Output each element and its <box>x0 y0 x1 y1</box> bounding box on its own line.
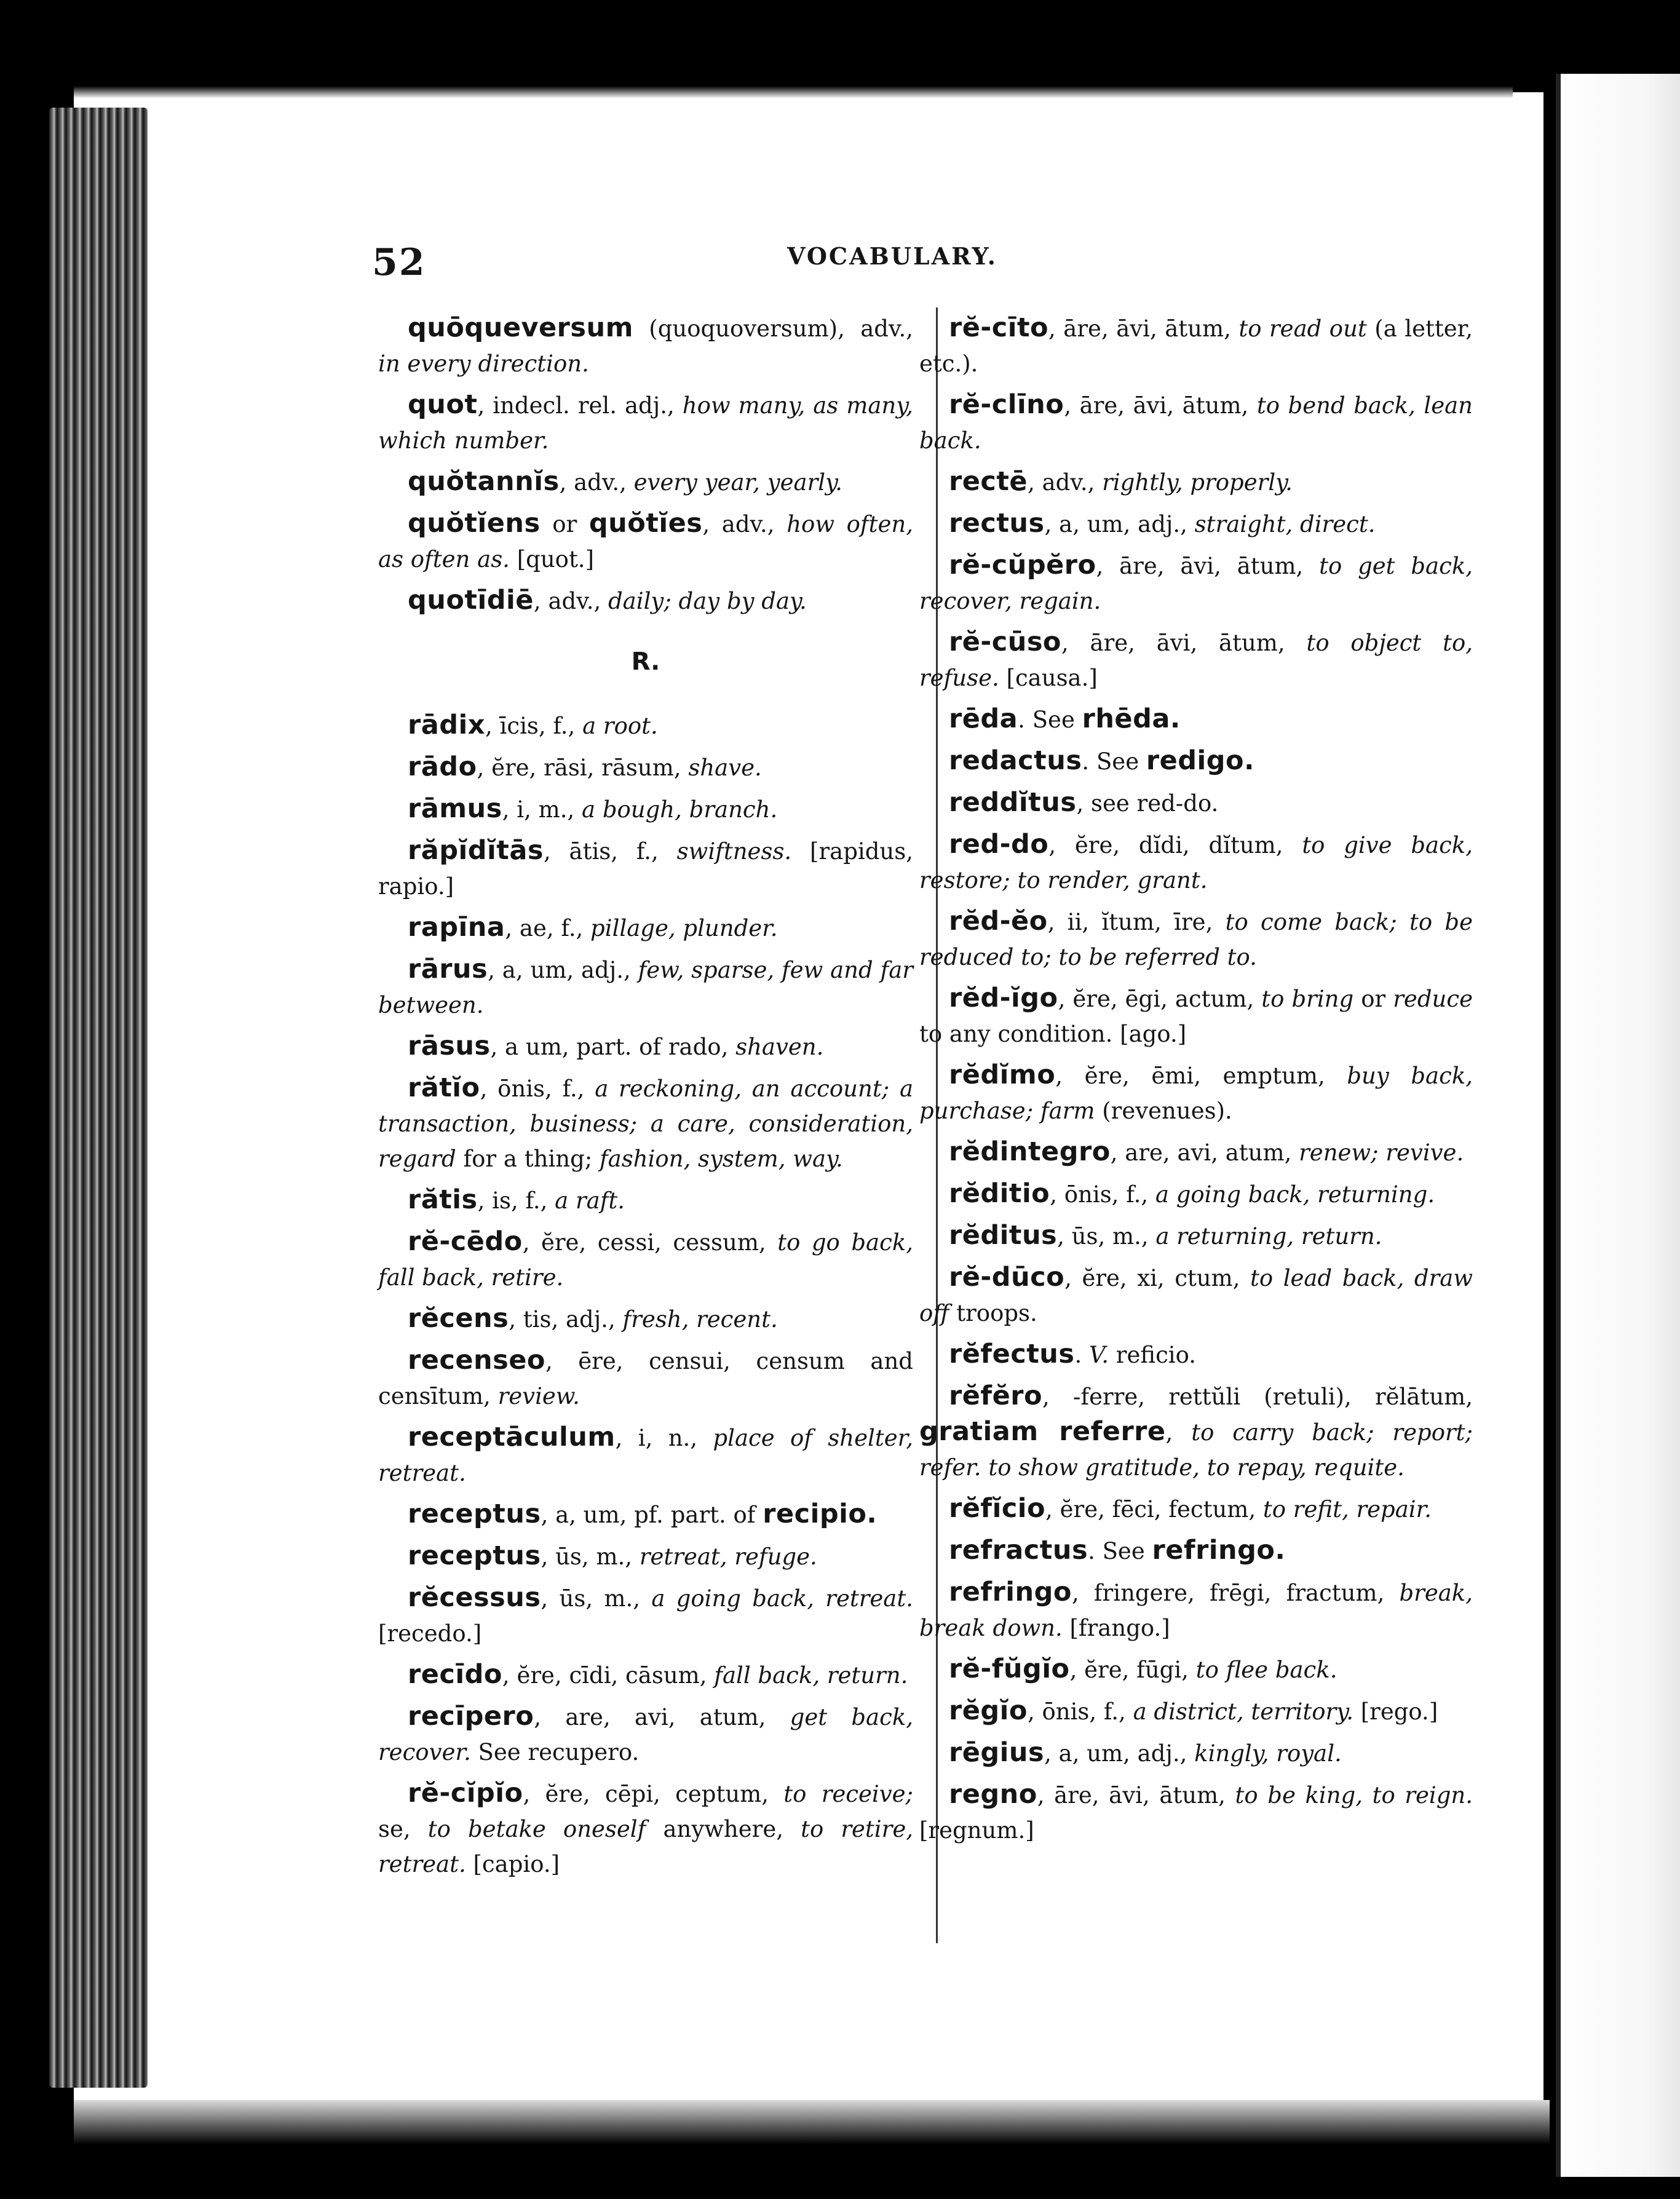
entry-headword: rĕ-cīto <box>949 312 1049 343</box>
page-number: 52 <box>372 241 426 284</box>
entry-note: reficio. <box>1109 1342 1197 1368</box>
entry-translation: place of shelter, retreat. <box>378 1425 913 1486</box>
entry-translation: a raft. <box>555 1187 625 1214</box>
entry-headword: rĕcens <box>408 1303 509 1334</box>
left-entries-top <box>378 311 913 619</box>
entry-grammar: , a um, part. of rado, <box>490 1034 736 1060</box>
dictionary-entry <box>919 387 1473 458</box>
dictionary-entry <box>919 464 1473 500</box>
entry-translation-secondary: reduce <box>1393 986 1473 1012</box>
entry-grammar: , ĕre, ēgi, actum, <box>1058 986 1262 1012</box>
entry-translation: every year, yearly. <box>633 469 842 496</box>
entry-note: or <box>1353 986 1393 1012</box>
dictionary-entry <box>378 1343 913 1414</box>
entry-grammar: , indecl. rel. adj., <box>477 392 683 419</box>
entry-headword: rĕ-cŭpĕro <box>949 550 1096 580</box>
entry-headword-secondary: gratiam referre <box>919 1416 1166 1447</box>
entry-headword: red-do <box>949 829 1049 860</box>
entry-translation: V. <box>1089 1342 1109 1368</box>
entry-grammar: , āre, āvi, ātum, <box>1061 630 1307 656</box>
entry-translation: daily; day by day. <box>608 588 807 614</box>
entry-translation: to refit, repair. <box>1262 1496 1432 1523</box>
entry-translation: to receive; <box>783 1781 913 1807</box>
dictionary-entry <box>378 952 913 1023</box>
entry-grammar: , ūs, m., <box>541 1585 652 1612</box>
dictionary-entry <box>919 1058 1473 1128</box>
entry-headword: recīdo <box>408 1659 502 1690</box>
entry-translation: review. <box>497 1383 580 1409</box>
scan-border-bottom <box>74 2100 1550 2199</box>
dictionary-entry <box>378 708 913 743</box>
entry-translation: rightly, properly. <box>1102 469 1293 496</box>
entry-grammar: , adv., <box>559 469 634 496</box>
entry-grammar: , tis, adj., <box>509 1306 623 1333</box>
scan-shadow-top <box>74 86 1513 98</box>
entry-grammar: , ĕre, xi, ctum, <box>1064 1265 1251 1291</box>
entry-translation: shaven. <box>735 1034 824 1060</box>
dictionary-entry <box>919 311 1473 381</box>
entry-grammar: , ōnis, f., <box>1050 1181 1155 1208</box>
entry-headword-secondary: rhēda. <box>1082 703 1181 734</box>
entry-note: See recupero. <box>470 1739 640 1765</box>
entry-translation: to bring <box>1261 986 1354 1012</box>
dictionary-entry <box>378 311 913 381</box>
entry-translation: break, break down. <box>919 1580 1473 1641</box>
dictionary-entry <box>378 1776 913 1882</box>
entry-translation: to be king, to reign. <box>1235 1782 1473 1809</box>
left-column <box>378 311 913 1888</box>
dictionary-entry <box>378 1420 913 1491</box>
entry-grammar: , ōnis, f., <box>480 1076 595 1102</box>
dictionary-entry <box>378 1071 913 1176</box>
entry-translation: renew; revive. <box>1299 1139 1464 1166</box>
left-entries-r <box>378 708 913 1882</box>
entry-headword: quotīdiē <box>408 585 534 616</box>
entry-translation: to get back, recover, regain. <box>919 553 1473 614</box>
entry-translation: to flee back. <box>1195 1657 1337 1683</box>
dictionary-entry <box>919 548 1473 619</box>
entry-grammar: , are, avi, atum, <box>1110 1139 1299 1166</box>
dictionary-entry <box>378 910 913 946</box>
entry-headword: recenseo <box>408 1345 545 1376</box>
entry-grammar: , -ferre, rettŭli (retuli), rĕlātum, <box>1042 1384 1473 1410</box>
entry-grammar-secondary: , <box>1165 1419 1192 1446</box>
entry-translation: fresh, recent. <box>622 1306 778 1333</box>
entry-translation-secondary: fashion, system, way. <box>599 1146 843 1172</box>
entry-grammar: , ĕre, fēci, fectum, <box>1045 1496 1263 1523</box>
entry-headword: rĕ-cūso <box>949 627 1061 657</box>
entry-translation: shave. <box>688 755 762 781</box>
dictionary-entry <box>919 1652 1473 1687</box>
entry-headword: rĕcessus <box>408 1582 541 1613</box>
entry-translation: a district, territory. <box>1133 1698 1353 1725</box>
entry-headword: quōqueversum <box>408 312 633 343</box>
entry-note-tertiary: [capio.] <box>466 1851 560 1877</box>
entry-grammar: . See <box>1018 707 1082 733</box>
dictionary-entry <box>378 506 913 577</box>
entry-grammar: (quoquoversum), adv., <box>633 315 913 342</box>
entry-grammar: , ōnis, f., <box>1027 1698 1133 1725</box>
entry-headword: rāmus <box>408 793 502 824</box>
entry-grammar: , ĕre, cīdi, cāsum, <box>502 1662 715 1689</box>
dictionary-entry <box>919 1735 1473 1771</box>
dictionary-entry <box>378 1183 913 1218</box>
entry-headword: rĕfĭcio <box>949 1493 1046 1524</box>
entry-translation: a going back, returning. <box>1155 1181 1435 1208</box>
entry-headword: rĕdintegro <box>949 1136 1111 1167</box>
entry-translation: straight, direct. <box>1194 511 1376 537</box>
entry-grammar: , ĕre, dĭdi, dĭtum, <box>1048 832 1302 858</box>
entry-note-secondary: to any condition. [ago.] <box>919 1021 1187 1047</box>
entry-note: troops. <box>949 1300 1037 1326</box>
dictionary-entry <box>378 1657 913 1693</box>
entry-translation: to give back, restore; to render, grant. <box>919 832 1473 893</box>
entry-headword: rādix <box>408 710 485 740</box>
dictionary-entry <box>919 827 1473 898</box>
entry-headword-secondary: quŏtĭes <box>588 508 703 539</box>
entry-translation: get back, recover. <box>378 1704 914 1765</box>
facing-page-edge <box>1556 74 1680 2177</box>
entry-headword: recīpero <box>408 1701 534 1732</box>
entry-translation: to bend back, lean back. <box>919 392 1473 454</box>
entry-headword: refractus <box>949 1535 1088 1566</box>
entry-translation: to object to, refuse. <box>919 630 1473 691</box>
entry-grammar: , is, f., <box>477 1187 555 1214</box>
entry-translation: to lead back, draw off <box>919 1265 1473 1326</box>
entry-headword: rādo <box>408 751 477 782</box>
entry-grammar: , ūs, m., <box>1057 1223 1156 1250</box>
entry-grammar: , a, um, adj., <box>488 957 638 983</box>
entry-headword: rĕditio <box>949 1178 1050 1209</box>
entry-grammar: , ātis, f., <box>543 838 677 865</box>
entry-headword: rēgius <box>949 1737 1045 1768</box>
entry-headword: rĕgĭo <box>949 1695 1028 1726</box>
entry-note: [rego.] <box>1353 1698 1438 1725</box>
dictionary-entry <box>919 1379 1473 1485</box>
entry-note: [rapidus, rapio.] <box>378 838 913 900</box>
dictionary-entry <box>378 833 913 904</box>
dictionary-entry <box>919 785 1473 821</box>
entry-grammar: , āre, āvi, ātum, <box>1048 315 1239 342</box>
dictionary-entry <box>919 1135 1473 1170</box>
dictionary-entry <box>919 1491 1473 1527</box>
entry-translation: to go back, fall back, retire. <box>378 1229 913 1291</box>
entry-note: (a letter, etc.). <box>919 315 1473 377</box>
book-page-edges <box>49 108 148 2088</box>
entry-grammar: , ūs, m., <box>541 1543 640 1570</box>
entry-headword: rĕ-cĭpĭo <box>408 1778 523 1809</box>
entry-headword: rēda <box>949 703 1018 734</box>
entry-headword: rārus <box>408 954 488 985</box>
entry-headword: rapīna <box>408 912 505 943</box>
entry-grammar: , i, m., <box>502 796 582 823</box>
dictionary-entry <box>919 981 1473 1052</box>
entry-headword: receptus <box>408 1499 541 1529</box>
entry-grammar: , ii, ĭtum, īre, <box>1047 909 1226 935</box>
entry-note: [recedo.] <box>378 1620 482 1647</box>
dictionary-entry <box>919 743 1473 779</box>
scan-border-top <box>74 0 1680 92</box>
entry-headword: răpĭdĭtās <box>408 835 544 866</box>
entry-headword-secondary: refringo. <box>1152 1535 1286 1566</box>
dictionary-entry <box>919 1694 1473 1729</box>
entry-headword: quŏtĭens <box>408 508 541 539</box>
entry-headword-secondary: recipio. <box>763 1499 878 1529</box>
dictionary-entry <box>378 1497 913 1532</box>
dictionary-entry <box>378 1029 913 1064</box>
entry-note: [frango.] <box>1062 1615 1170 1641</box>
entry-note <box>981 1454 989 1481</box>
entry-headword: rĕdĭmo <box>949 1060 1056 1090</box>
dictionary-entry <box>919 904 1473 975</box>
dictionary-entry <box>378 583 913 619</box>
dictionary-entry <box>378 791 913 827</box>
dictionary-entry <box>919 1218 1473 1254</box>
entry-translation-secondary: to show gratitude, to repay, requite. <box>988 1454 1405 1481</box>
right-column <box>919 311 1473 1854</box>
dictionary-entry <box>919 1176 1473 1212</box>
dictionary-entry <box>378 1224 913 1295</box>
entry-headword: quŏtannĭs <box>408 466 560 497</box>
entry-headword: regno <box>949 1779 1037 1810</box>
entry-translation: how often, as often as. <box>378 511 913 573</box>
entry-grammar: , ĕre, cēpi, ceptum, <box>523 1781 784 1807</box>
entry-translation-tertiary: to retire, retreat. <box>378 1816 913 1877</box>
entry-headword: rĕ-cēdo <box>408 1226 523 1257</box>
entry-translation: a going back, retreat. <box>651 1585 913 1612</box>
entry-headword: rectus <box>949 508 1045 539</box>
entry-translation-secondary: to betake oneself <box>427 1816 646 1842</box>
dictionary-entry <box>378 1301 913 1337</box>
entry-translation: few, sparse, few and far between. <box>378 957 913 1018</box>
entry-headword: receptus <box>408 1540 541 1571</box>
dictionary-entry <box>919 1260 1473 1331</box>
entry-grammar: , see red-do. <box>1076 790 1219 817</box>
entry-headword: receptāculum <box>408 1422 616 1452</box>
entry-note: [quot.] <box>509 546 595 573</box>
entry-grammar: , ae, f., <box>505 915 591 941</box>
entry-translation: retreat, refuge. <box>639 1543 817 1570</box>
entry-note: (revenues). <box>1095 1098 1232 1124</box>
entry-grammar: , i, n., <box>615 1425 713 1451</box>
entry-grammar: , a, um, pf. part. of <box>541 1502 763 1528</box>
entry-headword: rāsus <box>408 1031 491 1061</box>
entry-headword: rĕditus <box>949 1220 1058 1251</box>
dictionary-entry <box>919 506 1473 542</box>
entry-grammar: , īcis, f., <box>485 713 583 739</box>
entry-grammar: . <box>1074 1342 1090 1368</box>
entry-translation: a reckoning, an account; a transaction, business; a care, consideration, regard <box>378 1076 914 1172</box>
dictionary-entry <box>919 702 1473 737</box>
entry-headword: rĕ-fŭgĭo <box>949 1654 1070 1684</box>
dictionary-entry <box>378 387 913 458</box>
entry-headword: rĕ-clīno <box>949 389 1064 420</box>
entry-translation: how many, as many, which number. <box>378 392 913 454</box>
entry-grammar: , a, um, adj., <box>1044 511 1195 537</box>
entry-note: [regnum.] <box>919 1817 1034 1844</box>
entry-translation: fall back, return. <box>714 1662 908 1689</box>
entry-grammar: , āre, āvi, ātum, <box>1064 392 1257 419</box>
dictionary-entry <box>378 1580 913 1651</box>
entry-translation: to carry back; report; refer. <box>919 1419 1473 1481</box>
entry-headword-secondary: redigo. <box>1146 745 1254 776</box>
entry-grammar: . See <box>1088 1538 1152 1564</box>
entry-note-secondary: anywhere, <box>646 1816 801 1842</box>
entry-translation: kingly, royal. <box>1194 1740 1342 1767</box>
dictionary-entry <box>378 1699 913 1770</box>
dictionary-entry <box>378 1539 913 1574</box>
entry-translation: a returning, return. <box>1155 1223 1382 1250</box>
entry-note: se, <box>378 1816 428 1842</box>
entry-grammar: , are, avi, atum, <box>534 1704 790 1730</box>
entry-grammar: . See <box>1082 748 1146 775</box>
dictionary-entry <box>919 1575 1473 1646</box>
entry-translation: a bough, branch. <box>582 796 778 823</box>
entry-grammar-secondary: , adv., <box>702 511 787 537</box>
entry-grammar: , ĕre, fūgi, <box>1069 1657 1196 1683</box>
entry-headword: rĕ-dūco <box>949 1262 1065 1293</box>
entry-headword: rătĭo <box>408 1072 480 1103</box>
entry-translation: pillage, plunder. <box>590 915 778 941</box>
dictionary-entry <box>919 1337 1473 1373</box>
entry-grammar: , adv., <box>533 588 608 614</box>
entry-headword: rĕfĕro <box>949 1381 1042 1411</box>
entry-translation: swiftness. <box>676 838 792 865</box>
section-letter: R. <box>631 648 660 676</box>
dictionary-entry <box>378 464 913 500</box>
entry-translation: to read out <box>1238 315 1367 342</box>
dictionary-entry <box>378 750 913 785</box>
entry-grammar: , ĕre, ēmi, emptum, <box>1055 1063 1347 1089</box>
right-entries <box>919 311 1473 1848</box>
dictionary-entry <box>919 1777 1473 1848</box>
entry-headword: rătis <box>408 1184 478 1215</box>
entry-translation: in every direction. <box>378 351 589 377</box>
entry-headword: redactus <box>949 745 1082 776</box>
entry-grammar: , a, um, adj., <box>1044 1740 1195 1767</box>
entry-translation: to come back; to be reduced to; to be referred to. <box>919 909 1473 970</box>
entry-grammar: , ĕre, cessi, cessum, <box>522 1229 778 1256</box>
entry-grammar: , adv., <box>1028 469 1103 496</box>
entry-grammar: , ĕre, rāsi, rāsum, <box>477 755 689 781</box>
entry-grammar: , fringere, frēgi, fractum, <box>1071 1580 1400 1606</box>
entry-translation: a root. <box>582 713 658 739</box>
entry-headword: refringo <box>949 1577 1072 1607</box>
entry-grammar: , āre, āvi, ātum, <box>1096 553 1320 579</box>
entry-grammar: , ēre, censui, censum and censītum, <box>378 1348 913 1409</box>
entry-headword: rectē <box>949 466 1028 497</box>
dictionary-entry <box>919 1533 1473 1569</box>
entry-note: [causa.] <box>999 665 1098 691</box>
entry-headword: rĕfectus <box>949 1339 1075 1369</box>
entry-headword: reddĭtus <box>949 787 1077 818</box>
dictionary-entry <box>919 625 1473 695</box>
entry-grammar: or <box>540 511 589 537</box>
entry-grammar: , āre, āvi, ātum, <box>1037 1782 1235 1809</box>
entry-note: for a thing; <box>456 1146 600 1172</box>
entry-headword: rĕd-ĭgo <box>949 983 1058 1013</box>
entry-headword: rĕd-ĕo <box>949 906 1048 937</box>
entry-headword: quot <box>408 389 478 420</box>
running-head: VOCABULARY. <box>787 242 997 270</box>
entry-translation: buy back, purchase; farm <box>919 1063 1473 1124</box>
